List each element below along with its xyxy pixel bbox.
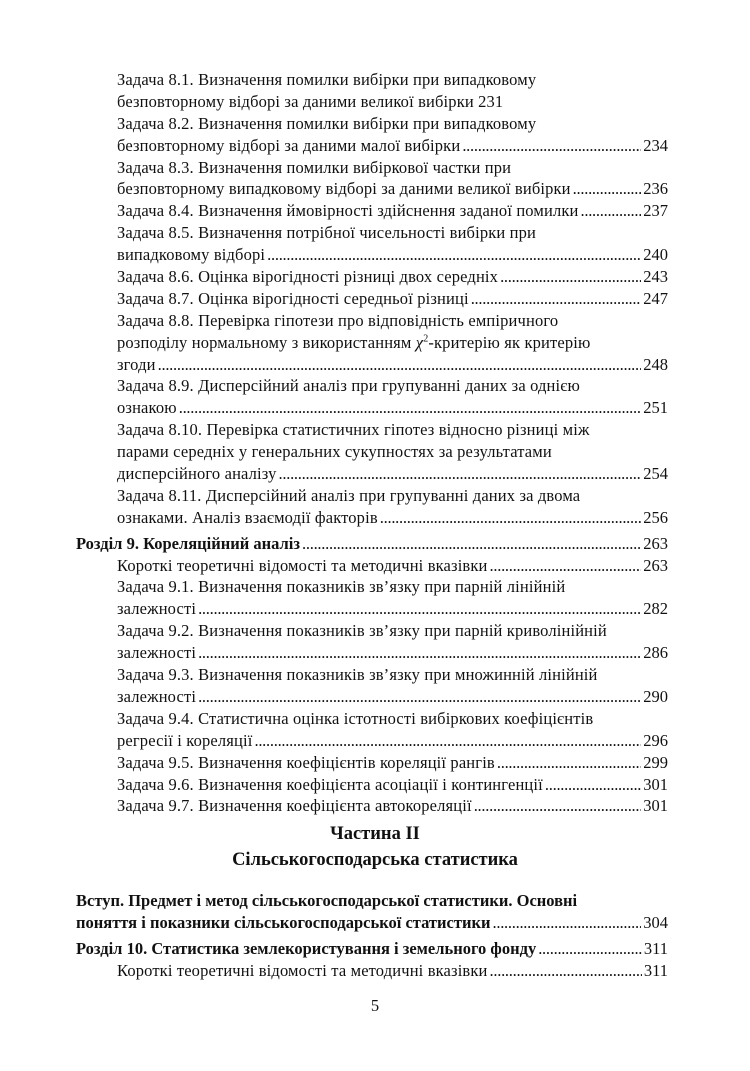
toc-page-number: 237 [643,201,668,221]
toc-entry-text: Задача 8.9. Дисперсійний аналіз при групуванні даних за однією [117,376,580,396]
toc-leader-dots [573,178,642,200]
toc-entry[interactable] [76,200,668,222]
toc-leader-dots [279,463,642,485]
toc-entry-text: ознаками. Аналіз взаємодії факторів [117,507,378,527]
toc-entry[interactable] [76,576,668,598]
toc-entry-text: Задача 9.5. Визначення коефіцієнтів кореляції рангів [117,752,495,772]
toc-entry-text: Задача 9.7. Визначення коефіцієнта автокореляції [117,796,472,816]
toc-page-number: 263 [643,555,668,575]
toc-entry-text: Задача 8.11. Дисперсійний аналіз при групуванні даних за двома [117,485,581,505]
toc-entry[interactable] [76,397,668,419]
toc-section-entry[interactable] [76,533,668,555]
toc-entry-text: Задача 8.10. Перевірка статистичних гіпотез відносно різниці між [117,420,590,440]
toc-entry-text: випадковому відборі [117,245,266,265]
toc-leader-dots [198,598,641,620]
toc-entry-text: Розділ 9. Кореляційний аналіз [76,533,301,553]
toc-entry-text: Задача 9.6. Визначення коефіцієнта асоціації і контингенції [117,774,543,794]
toc-entry-text: Короткі теоретичні відомості та методичні вказівки [117,555,488,575]
toc-entry-text: залежності [117,599,197,619]
toc-leader-dots [471,288,642,310]
toc-page-number: 240 [643,245,668,265]
toc-leader-dots [493,912,642,934]
toc-leader-dots [158,354,642,376]
toc-entry-text: Задача 8.3. Визначення помилки вибіркової частки при [117,157,512,177]
toc-entry-text: регресії і кореляції [117,730,253,750]
toc-page-number: 248 [643,354,668,374]
toc-page-number: 299 [643,752,668,772]
toc-leader-dots [302,533,641,555]
table-of-contents-part-2 [76,890,668,982]
toc-entry[interactable] [76,354,668,376]
toc-entry[interactable] [76,441,668,463]
toc-entry-text: Задача 8.1. Визначення помилки вибірки при випадковому [117,70,537,89]
toc-entry[interactable] [76,178,668,200]
toc-page-number: 236 [643,179,668,199]
toc-page-number: 247 [643,288,668,308]
toc-entry[interactable] [76,598,668,620]
toc-entry-text: безповторному випадковому відборі за даними великої вибірки [117,179,571,199]
toc-leader-dots [497,752,641,774]
toc-page-number: 290 [643,686,668,706]
toc-entry-text: Задача 8.4. Визначення ймовірності здійснення заданої помилки [117,201,579,221]
toc-entry[interactable] [76,664,668,686]
toc-page-number: 254 [643,464,668,484]
table-of-contents-part-1 [76,69,668,817]
toc-page-number: 282 [643,599,668,619]
toc-entry-text: Задача 8.2. Визначення помилки вибірки при випадковому [117,113,537,133]
toc-entry[interactable] [76,135,668,157]
toc-entry[interactable] [76,69,668,91]
toc-entry-text: безповторному відборі за даними великої вибірки 231 [117,91,504,111]
toc-entry[interactable] [76,708,668,730]
toc-entry[interactable] [76,686,668,708]
toc-leader-dots [538,938,642,960]
toc-page-number: 311 [643,938,668,958]
toc-leader-dots [380,507,641,529]
toc-page-number: 301 [643,774,668,794]
toc-page-number: 251 [643,398,668,418]
toc-entry-text: Розділ 10. Статистика землекористування і земельного фонду [76,938,537,958]
toc-entry-text: Задача 8.5. Визначення потрібної чисельності вибірки при [117,223,537,243]
toc-leader-dots [198,686,641,708]
toc-leader-dots [179,397,642,419]
toc-page-number: 263 [643,533,668,553]
part-heading-title: Сільськогосподарська статистика [232,850,518,870]
toc-entry-text: поняття і показники сільськогосподарської статистики [76,912,491,932]
toc-page-number: 234 [643,135,668,155]
toc-entry[interactable] [76,752,668,774]
toc-entry-text: Задача 8.7. Оцінка вірогідності середньої різниці [117,288,469,308]
toc-entry[interactable] [76,419,668,441]
toc-leader-dots [545,774,641,796]
toc-entry[interactable] [76,113,668,135]
toc-entry-text: Задача 8.6. Оцінка вірогідності різниці двох середніх [117,267,499,287]
toc-entry-text: залежності [117,686,197,706]
toc-entry[interactable] [76,795,668,817]
toc-leader-dots [254,730,641,752]
toc-entry[interactable] [76,244,668,266]
toc-entry[interactable] [76,91,668,113]
toc-page-number: 296 [643,730,668,750]
toc-entry[interactable] [76,222,668,244]
toc-entry-text: Задача 9.3. Визначення показників зв’язку при множинній лінійній [117,665,598,685]
toc-leader-dots [267,244,641,266]
toc-section-entry[interactable] [76,912,668,934]
toc-entry[interactable] [76,730,668,752]
toc-page-number: 243 [643,267,668,287]
toc-entry-text: Задача 9.4. Статистична оцінка істотності вибіркових коефіцієнтів [117,708,594,728]
toc-entry-text: парами середніх у генеральних сукупностях за результатами [117,442,552,462]
toc-page-number: 286 [643,643,668,663]
toc-leader-dots [474,795,642,817]
toc-leader-dots [198,642,641,664]
toc-leader-dots [581,200,642,222]
toc-entry[interactable] [76,555,668,577]
toc-page-number: 301 [643,796,668,816]
toc-entry[interactable] [76,485,668,507]
toc-entry-text: Задача 8.8. Перевірка гіпотези про відповідність емпіричного [117,310,559,330]
toc-entry[interactable] [76,620,668,642]
toc-entry[interactable] [76,157,668,179]
toc-entry-text: згоди [117,354,156,374]
toc-leader-dots [500,266,641,288]
toc-entry-text: безповторному відборі за даними малої вибірки [117,135,461,155]
toc-entry-text: дисперсійного аналізу [117,464,277,484]
toc-entry[interactable] [76,642,668,664]
toc-section-entry[interactable] [76,938,668,960]
toc-entry[interactable] [76,266,668,288]
toc-page-number: 304 [643,912,668,932]
toc-leader-dots [490,960,642,982]
page-number: 5 [370,996,380,1015]
toc-entry-text: Короткі теоретичні відомості та методичні вказівки [117,960,488,980]
toc-page-number: 256 [643,507,668,527]
toc-leader-dots [490,555,642,577]
toc-entry[interactable] [76,288,668,310]
toc-entry-text: залежності [117,643,197,663]
part-heading-number: Частина II [330,824,420,844]
toc-section-entry[interactable] [76,890,668,912]
toc-entry[interactable] [76,375,668,397]
toc-entry[interactable] [76,463,668,485]
toc-entry[interactable] [76,774,668,796]
toc-entry-text: ознакою [117,398,177,418]
toc-entry[interactable] [76,960,668,982]
toc-entry[interactable] [76,332,668,354]
toc-entry-text: розподілу нормальному з використанням $\chi^2$-критерію як критерію [117,332,591,352]
toc-entry-text: Задача 9.1. Визначення показників зв’язку при парній лінійній [117,577,566,597]
toc-entry[interactable] [76,310,668,332]
toc-page-number: 311 [643,960,668,980]
toc-entry[interactable] [76,507,668,529]
toc-entry-text: Задача 9.2. Визначення показників зв’язку при парній криволінійній [117,621,607,641]
toc-entry-text: Вступ. Предмет і метод сільськогосподарської статистики. Основні [76,891,578,910]
toc-leader-dots [462,135,641,157]
